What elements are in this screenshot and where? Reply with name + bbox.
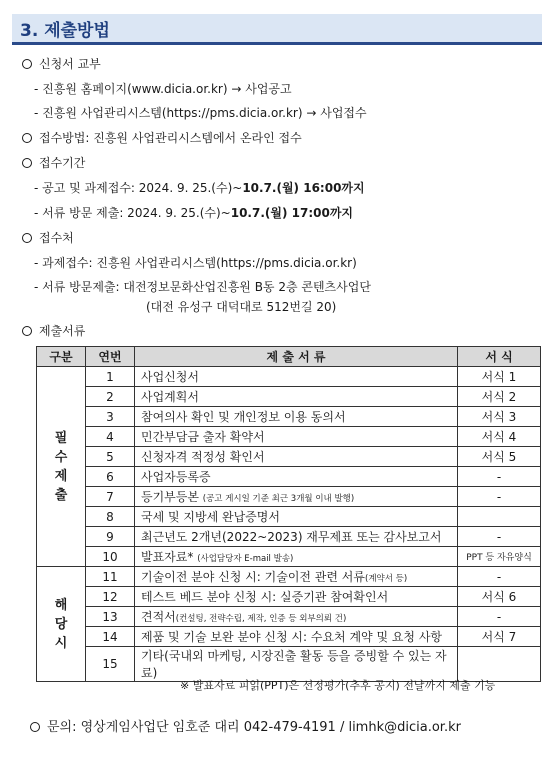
row-number: 14	[86, 627, 135, 647]
document-note: (공고 게시일 기준 최근 3개월 이내 발행)	[202, 494, 355, 504]
row-number: 3	[86, 407, 135, 427]
table-row	[37, 447, 541, 467]
item-place-1: - 과제접수: 진흥원 사업관리시스템(https://pms.dicia.or.kr)	[34, 256, 357, 270]
table-row	[37, 407, 541, 427]
item-apply-doc-1: - 진흥원 홈페이지(www.dicia.or.kr) → 사업공고	[34, 82, 292, 96]
row-form: -	[458, 607, 541, 627]
table-row	[37, 427, 541, 447]
row-form: -	[458, 467, 541, 487]
bullet-circle-icon	[30, 722, 40, 732]
item-period-2: - 서류 방문 제출: 2024. 9. 25.(수)~10.7.(월) 17:00까지	[34, 206, 354, 220]
table-row	[37, 387, 541, 407]
table-row	[37, 627, 541, 647]
table-row	[37, 567, 541, 587]
document-note: (사업담당자 E-mail 발송)	[197, 554, 294, 564]
row-number: 10	[86, 547, 135, 567]
row-form: -	[458, 567, 541, 587]
row-number: 13	[86, 607, 135, 627]
header-form: 서 식	[458, 347, 541, 367]
document-name: 신청자격 적정성 확인서	[141, 450, 265, 464]
row-form: PPT 등 자유양식	[458, 547, 541, 567]
document-name: 사업계획서	[141, 390, 199, 404]
header-number: 연번	[86, 347, 135, 367]
row-number: 1	[86, 367, 135, 387]
row-number: 6	[86, 467, 135, 487]
table-row	[37, 487, 541, 507]
header-document: 제 출 서 류	[135, 347, 458, 367]
item-period: 접수기간	[22, 154, 85, 171]
row-document	[135, 487, 458, 507]
table-row	[37, 367, 541, 387]
row-form: -	[458, 487, 541, 507]
row-number: 11	[86, 567, 135, 587]
row-document	[135, 607, 458, 627]
item-period-1: - 공고 및 과제접수: 2024. 9. 25.(수)~10.7.(월) 16:00까지	[34, 181, 365, 195]
row-number: 2	[86, 387, 135, 407]
table-row	[37, 467, 541, 487]
row-number: 7	[86, 487, 135, 507]
document-name: 사업신청서	[141, 370, 199, 384]
row-form: 서식 7	[458, 627, 541, 647]
document-name: 민간부담금 출자 확약서	[141, 430, 265, 444]
document-name: 등기부등본	[141, 490, 203, 504]
contact-line: 문의: 영상게임사업단 임호준 대리 042-479-4191 / limhk@dicia.or.kr	[30, 716, 461, 735]
row-number: 8	[86, 507, 135, 527]
table-row	[37, 547, 541, 567]
footnote: ※ 발표자료 피읽(PPT)은 선정평가(추후 공지) 전날까지 제출 기능	[180, 679, 496, 692]
bullet-circle-icon	[22, 59, 32, 69]
row-document	[135, 567, 458, 587]
row-form: 서식 4	[458, 427, 541, 447]
bullet-circle-icon	[22, 158, 32, 168]
row-number: 15	[86, 647, 135, 682]
documents-table	[36, 346, 541, 682]
row-number: 9	[86, 527, 135, 547]
table-row	[37, 587, 541, 607]
row-number: 4	[86, 427, 135, 447]
item-method: 접수방법: 진흥원 사업관리시스템에서 온라인 접수	[22, 129, 302, 146]
row-form: 서식 6	[458, 587, 541, 607]
section-title: 3. 제출방법	[20, 21, 110, 41]
group-required: 필 수 제 출	[37, 367, 86, 567]
section-header	[12, 14, 542, 45]
row-form: -	[458, 527, 541, 547]
bullet-circle-icon	[22, 233, 32, 243]
row-form	[458, 507, 541, 527]
document-note: (컨설팅, 전략수립, 제작, 인증 등 외부의뢰 건)	[175, 614, 347, 624]
row-number: 5	[86, 447, 135, 467]
row-document	[135, 387, 458, 407]
item-apply-doc-2: - 진흥원 사업관리시스템(https://pms.dicia.or.kr) → 사업접수	[34, 106, 367, 120]
document-name: 사업자등록증	[141, 470, 211, 484]
row-form: 서식 1	[458, 367, 541, 387]
document-name: 국세 및 지방세 완납증명서	[141, 510, 280, 524]
document-name: 제품 및 기술 보완 분야 신청 시: 수요처 계약 및 요청 사항	[141, 630, 443, 644]
row-document	[135, 587, 458, 607]
table-row	[37, 507, 541, 527]
row-form: 서식 3	[458, 407, 541, 427]
item-place-2b: (대전 유성구 대덕대로 512번길 20)	[146, 300, 337, 314]
table-row	[37, 527, 541, 547]
item-place: 접수처	[22, 229, 74, 246]
row-document	[135, 467, 458, 487]
header-category: 구분	[37, 347, 86, 367]
document-name: 기타(국내외 마케팅, 시장진출 활동 등을 증빙할 수 있는 자료)	[141, 649, 447, 680]
document-name: 참여의사 확인 및 개인정보 이용 동의서	[141, 410, 346, 424]
row-document	[135, 427, 458, 447]
row-document	[135, 507, 458, 527]
row-number: 12	[86, 587, 135, 607]
document-name: 테스트 베드 분야 신청 시: 실증기관 참여확인서	[141, 590, 389, 604]
row-document	[135, 447, 458, 467]
group-applicable: 해 당 시	[37, 567, 86, 682]
row-document	[135, 407, 458, 427]
row-document	[135, 627, 458, 647]
row-form: 서식 5	[458, 447, 541, 467]
table-row	[37, 607, 541, 627]
document-name: 견적서	[141, 610, 176, 624]
document-name: 최근년도 2개년(2022~2023) 재무제표 또는 감사보고서	[141, 530, 442, 544]
item-apply-doc: 신청서 교부	[22, 55, 101, 72]
bullet-circle-icon	[22, 326, 32, 336]
row-form: 서식 2	[458, 387, 541, 407]
item-place-2: - 서류 방문제출: 대전정보문화산업진흥원 B동 2층 콘텐츠사업단	[34, 280, 371, 294]
table-header-row	[37, 347, 541, 367]
item-docs: 제출서류	[22, 322, 85, 339]
document-name: 발표자료*	[141, 550, 198, 564]
bullet-circle-icon	[22, 133, 32, 143]
row-document	[135, 547, 458, 567]
row-document	[135, 367, 458, 387]
document-note: (계약서 등)	[365, 574, 408, 584]
row-document	[135, 527, 458, 547]
document-name: 기술이전 분야 신청 시: 기술이전 관련 서류	[141, 570, 365, 584]
